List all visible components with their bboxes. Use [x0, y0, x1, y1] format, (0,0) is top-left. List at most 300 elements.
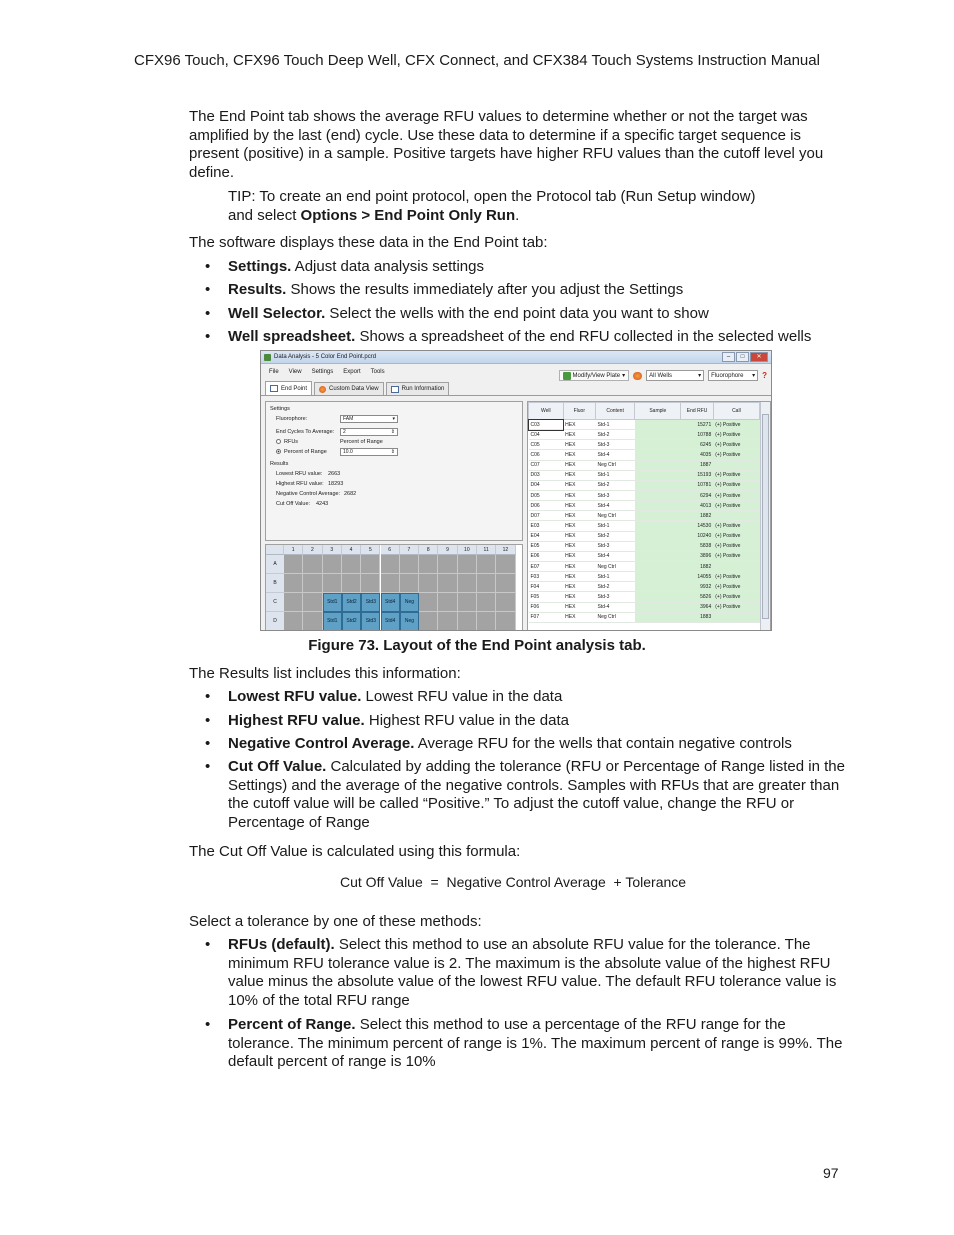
spreadsheet-column-header[interactable]: Call — [713, 403, 759, 420]
table-cell: HEX — [563, 420, 595, 430]
well-cell[interactable]: Neg — [400, 612, 419, 631]
menu-bar — [261, 364, 771, 381]
table-row[interactable] — [529, 490, 760, 500]
table-cell: E05 — [529, 541, 564, 551]
tip-pre: and select — [228, 206, 301, 224]
close-button[interactable]: ✕ — [750, 352, 768, 362]
well-cell[interactable] — [323, 574, 342, 593]
table-cell: E03 — [529, 521, 564, 531]
well-selector — [265, 544, 523, 631]
highest-value: 18293 — [328, 481, 344, 487]
table-cell: 1883 — [681, 612, 713, 622]
grid-row-header[interactable]: D — [266, 612, 284, 631]
cutoff-value: 4243 — [316, 501, 329, 507]
well-cell[interactable] — [419, 555, 438, 574]
term: Well spreadsheet. — [228, 328, 356, 345]
table-cell: HEX — [563, 572, 595, 582]
term: Percent of Range. — [228, 1016, 356, 1033]
table-cell: Std-4 — [595, 501, 634, 511]
cycles-value: 2 — [343, 429, 346, 435]
desc: Select this method to use an absolute RFU value for the tolerance. The minimum RFU tolerance value is 2. The maximum is the absolute value of the highest RFU value minus the absolute value of the lowest RFU value. The default RFU tolerance value is 10% of the total RFU range — [228, 936, 837, 1009]
fluorophore-value: FAM — [343, 416, 354, 422]
menu-export[interactable]: Export — [343, 369, 361, 375]
well-cell[interactable] — [477, 612, 496, 631]
table-cell: C04 — [529, 430, 564, 440]
table-cell: Std-2 — [595, 430, 634, 440]
well-cell[interactable] — [342, 555, 361, 574]
intro-paragraph: The End Point tab shows the average RFU values to determine whether or not the target was amplified by the last (end) cycle. Use these data to determine if a specific target sequence is present (positive) in a sample. Positive targets have higher RFU values than the cutoff level you define. — [189, 108, 824, 181]
well-cell[interactable] — [284, 574, 303, 593]
table-cell — [635, 582, 681, 592]
chevron-down-icon: ▾ — [698, 373, 702, 379]
well-cell[interactable]: Std3 — [361, 593, 380, 612]
table-cell: (+) Positive — [713, 470, 759, 480]
table-row[interactable] — [529, 561, 760, 571]
table-cell — [635, 612, 681, 622]
table-cell — [635, 501, 681, 511]
table-cell: HEX — [563, 511, 595, 521]
well-cell[interactable] — [477, 574, 496, 593]
well-cell[interactable]: Std2 — [342, 612, 361, 631]
well-cell[interactable] — [303, 612, 322, 631]
table-row[interactable] — [529, 480, 760, 490]
term: Lowest RFU value. — [228, 688, 362, 705]
neg-value: 2682 — [344, 491, 357, 497]
table-cell: D06 — [529, 501, 564, 511]
table-cell — [635, 572, 681, 582]
table-cell: HEX — [563, 602, 595, 612]
table-cell: F07 — [529, 612, 564, 622]
settings-panel — [265, 401, 523, 541]
list-item: • RFUs (default). Select this method to use an absolute RFU value for the tolerance. The minimum RFU tolerance value is 2. The maximum is the absolute value of the highest RFU value minus the absolute value of the lowest RFU value. The default RFU tolerance value is 10% of the total RFU range — [205, 936, 837, 1009]
results-group-label: Results — [270, 461, 289, 467]
well-cell[interactable] — [400, 555, 419, 574]
chevron-down-icon: ▾ — [752, 373, 756, 379]
pct-label: Percent of Range — [284, 449, 327, 455]
table-cell: F06 — [529, 602, 564, 612]
table-row[interactable] — [529, 511, 760, 521]
table-cell: C03 — [529, 420, 564, 430]
list-item: • Percent of Range. Select this method to use a percentage of the RFU range for the tolerance. The minimum percent of range is 1%. The maximum percent of range is 99%. The default percent of range is 10% — [205, 1016, 843, 1071]
settings-group-label: Settings — [270, 406, 290, 412]
well-cell[interactable] — [303, 555, 322, 574]
grid-column-header[interactable]: 1 — [284, 545, 303, 555]
well-group-icon[interactable] — [633, 372, 642, 380]
table-cell: HEX — [563, 582, 595, 592]
table-cell: HEX — [563, 480, 595, 490]
formula-intro: The Cut Off Value is calculated using this formula: — [189, 843, 521, 860]
term: RFUs (default). — [228, 936, 335, 953]
lowest-value: 2663 — [328, 471, 341, 477]
app-icon — [264, 354, 271, 361]
page-number: 97 — [823, 1165, 839, 1181]
term: Settings. — [228, 258, 292, 275]
table-cell: (+) Positive — [713, 541, 759, 551]
table-cell: Neg Ctrl — [595, 561, 634, 571]
well-cell[interactable] — [419, 612, 438, 631]
table-cell: (+) Positive — [713, 440, 759, 450]
table-cell: 10240 — [681, 531, 713, 541]
well-cell[interactable] — [438, 574, 457, 593]
desc: Highest RFU value in the data — [364, 712, 569, 729]
run-info-icon — [391, 386, 399, 393]
table-cell: (+) Positive — [713, 501, 759, 511]
well-cell[interactable] — [342, 574, 361, 593]
table-cell — [635, 420, 681, 430]
modify-plate-button[interactable]: Modify/View Plate ▾ — [559, 370, 630, 381]
fluor-value: Fluorophore — [711, 373, 744, 379]
desc: Select this method to use a percentage of the RFU range for the tolerance. The minimum percent of range is 1%. The maximum percent of range is 99%. The default percent of range is 10% — [228, 1016, 843, 1071]
spreadsheet-column-header[interactable]: Content — [595, 403, 634, 420]
table-cell: F04 — [529, 582, 564, 592]
term: Highest RFU value. — [228, 712, 365, 729]
well-cell[interactable] — [458, 555, 477, 574]
pct-caption: Percent of Range — [340, 439, 383, 445]
well-cell[interactable]: Std1 — [323, 593, 342, 612]
table-cell — [635, 541, 681, 551]
table-cell: (+) Positive — [713, 531, 759, 541]
well-cell[interactable] — [303, 593, 322, 612]
desc: Average RFU for the wells that contain negative controls — [414, 735, 792, 752]
cycles-stepper[interactable] — [340, 428, 398, 436]
table-row[interactable] — [529, 612, 760, 622]
table-cell: 1887 — [681, 460, 713, 470]
table-cell: Neg Ctrl — [595, 612, 634, 622]
well-cell[interactable] — [284, 612, 303, 631]
table-cell — [635, 511, 681, 521]
table-cell: 1882 — [681, 511, 713, 521]
table-cell: Std-1 — [595, 420, 634, 430]
displays-intro: The software displays these data in the End Point tab: — [189, 234, 548, 251]
table-cell: HEX — [563, 541, 595, 551]
spreadsheet-column-header[interactable]: Fluor — [563, 403, 595, 420]
grid-column-header[interactable]: 7 — [400, 545, 419, 555]
pct-value: 10.0 — [343, 449, 353, 455]
table-cell: F03 — [529, 572, 564, 582]
grid-column-header[interactable]: 6 — [381, 545, 400, 555]
table-row[interactable] — [529, 470, 760, 480]
table-cell: 3964 — [681, 602, 713, 612]
term: Well Selector. — [228, 305, 326, 322]
table-cell: (+) Positive — [713, 551, 759, 561]
well-cell[interactable] — [323, 555, 342, 574]
desc: Lowest RFU value in the data — [361, 688, 563, 705]
well-cell[interactable]: Std4 — [381, 612, 400, 631]
table-cell: HEX — [563, 450, 595, 460]
table-cell: (+) Positive — [713, 490, 759, 500]
list-item: • Settings. Adjust data analysis settings — [205, 258, 484, 275]
table-cell: 5826 — [681, 592, 713, 602]
table-row[interactable] — [529, 582, 760, 592]
well-cell[interactable] — [477, 555, 496, 574]
table-cell: HEX — [563, 561, 595, 571]
table-cell: (+) Positive — [713, 450, 759, 460]
tolerance-intro: Select a tolerance by one of these methods: — [189, 913, 482, 930]
table-cell: C07 — [529, 460, 564, 470]
tab-run-information[interactable] — [386, 382, 450, 395]
custom-view-icon — [319, 386, 326, 393]
table-cell — [635, 602, 681, 612]
desc: Shows the results immediately after you adjust the Settings — [286, 281, 684, 298]
table-row[interactable] — [529, 572, 760, 582]
table-cell: 10781 — [681, 480, 713, 490]
grid-row-header[interactable]: C — [266, 593, 284, 612]
table-cell: HEX — [563, 430, 595, 440]
well-cell[interactable] — [496, 555, 515, 574]
table-cell: D04 — [529, 480, 564, 490]
table-cell — [635, 430, 681, 440]
table-row[interactable] — [529, 521, 760, 531]
pct-radio[interactable] — [276, 449, 281, 454]
grid-row-header[interactable]: B — [266, 574, 284, 593]
list-item: • Well spreadsheet. Shows a spreadsheet of the end RFU collected in the selected wells — [205, 328, 812, 345]
scroll-thumb[interactable] — [762, 414, 769, 619]
well-cell[interactable]: Std3 — [361, 612, 380, 631]
table-cell: HEX — [563, 521, 595, 531]
table-cell: HEX — [563, 501, 595, 511]
window-titlebar — [261, 351, 771, 364]
table-cell: Neg Ctrl — [595, 511, 634, 521]
table-cell: Std-1 — [595, 521, 634, 531]
table-cell: Std-1 — [595, 572, 634, 582]
menu-view[interactable]: View — [288, 369, 302, 375]
table-cell: C06 — [529, 450, 564, 460]
table-cell: HEX — [563, 531, 595, 541]
spreadsheet-column-header[interactable]: Sample — [635, 403, 681, 420]
help-icon[interactable]: ? — [762, 371, 767, 380]
well-cell[interactable] — [496, 612, 515, 631]
table-cell — [635, 521, 681, 531]
table-cell: (+) Positive — [713, 582, 759, 592]
table-row[interactable] — [529, 501, 760, 511]
table-cell: HEX — [563, 490, 595, 500]
table-cell: (+) Positive — [713, 420, 759, 430]
table-cell — [713, 511, 759, 521]
tip-bold: Options > End Point Only Run — [300, 206, 516, 224]
tab-label: Run Information — [401, 386, 445, 392]
well-cell[interactable] — [458, 574, 477, 593]
list-item: • Well Selector. Select the wells with the end point data you want to show — [205, 305, 709, 322]
table-cell — [635, 470, 681, 480]
table-cell: Std-2 — [595, 582, 634, 592]
term: Results. — [228, 281, 287, 298]
vertical-scrollbar[interactable] — [760, 402, 770, 631]
table-cell: D05 — [529, 490, 564, 500]
term: Negative Control Average. — [228, 735, 415, 752]
well-cell[interactable] — [381, 574, 400, 593]
list-item: • Negative Control Average. Average RFU for the wells that contain negative controls — [205, 735, 792, 752]
term: Cut Off Value. — [228, 758, 327, 775]
chevron-down-icon: ▾ — [392, 416, 395, 422]
desc: Adjust data analysis settings — [291, 258, 484, 275]
cutoff-formula: Cut Off Value = Negative Control Average + Tolerance — [340, 874, 687, 890]
tab-end-point[interactable] — [265, 381, 312, 395]
figure-caption: Figure 73. Layout of the End Point analysis tab. — [308, 637, 646, 654]
fluorophore-label: Fluorophore: — [276, 416, 308, 422]
table-cell — [713, 612, 759, 622]
tip-post: . — [515, 206, 520, 224]
spreadsheet-column-header[interactable]: End RFU — [681, 403, 713, 420]
table-cell — [635, 460, 681, 470]
well-cell[interactable] — [361, 555, 380, 574]
rfus-radio[interactable] — [276, 439, 281, 444]
table-cell: C05 — [529, 440, 564, 450]
grid-column-header[interactable]: 10 — [458, 545, 477, 555]
table-row[interactable] — [529, 531, 760, 541]
table-cell: HEX — [563, 460, 595, 470]
table-row[interactable] — [529, 420, 760, 430]
well-cell[interactable] — [496, 593, 515, 612]
table-row[interactable] — [529, 551, 760, 561]
fluorophore-select[interactable] — [708, 370, 758, 381]
table-row[interactable] — [529, 440, 760, 450]
table-cell: 14530 — [681, 521, 713, 531]
table-cell: HEX — [563, 440, 595, 450]
table-cell — [635, 531, 681, 541]
table-row[interactable] — [529, 602, 760, 612]
grid-column-header[interactable]: 3 — [323, 545, 342, 555]
table-cell: Std-3 — [595, 490, 634, 500]
well-cell[interactable] — [284, 555, 303, 574]
grid-row-header[interactable]: A — [266, 555, 284, 574]
grid-column-header[interactable]: 8 — [419, 545, 438, 555]
desc: Shows a spreadsheet of the end RFU collected in the selected wells — [355, 328, 812, 345]
tab-label: End Point — [281, 385, 308, 392]
table-cell: D07 — [529, 511, 564, 521]
table-cell: Neg Ctrl — [595, 460, 634, 470]
window-title: Data Analysis - 5 Color End Point.pcrd — [274, 354, 377, 360]
results-intro: The Results list includes this information: — [189, 665, 461, 682]
cutoff-label: Cut Off Value: — [276, 501, 311, 507]
well-cell[interactable] — [458, 593, 477, 612]
table-cell: 15271 — [681, 420, 713, 430]
table-row[interactable] — [529, 592, 760, 602]
end-point-screenshot — [260, 350, 772, 631]
table-cell: 3896 — [681, 551, 713, 561]
page-header: CFX96 Touch, CFX96 Touch Deep Well, CFX Connect, and CFX384 Touch Systems Instruction Manual — [134, 52, 820, 69]
table-cell: D03 — [529, 470, 564, 480]
minimize-button[interactable]: – — [722, 352, 735, 362]
well-cell[interactable]: Std4 — [381, 593, 400, 612]
table-cell: (+) Positive — [713, 480, 759, 490]
table-row[interactable] — [529, 541, 760, 551]
table-cell: Std-3 — [595, 541, 634, 551]
well-cell[interactable] — [400, 574, 419, 593]
table-cell: Std-4 — [595, 602, 634, 612]
menu-tools[interactable]: Tools — [370, 369, 385, 375]
well-cell[interactable] — [419, 593, 438, 612]
well-cell[interactable] — [284, 593, 303, 612]
table-cell: 15193 — [681, 470, 713, 480]
well-cell[interactable] — [303, 574, 322, 593]
grid-column-header[interactable]: 11 — [477, 545, 496, 555]
well-cell[interactable] — [458, 612, 477, 631]
tip-note — [228, 188, 848, 225]
table-cell — [635, 561, 681, 571]
well-cell[interactable] — [361, 574, 380, 593]
lowest-label: Lowest RFU value: — [276, 471, 323, 477]
list-item: • Lowest RFU value. Lowest RFU value in the data — [205, 688, 563, 705]
table-cell: Std-4 — [595, 551, 634, 561]
table-cell — [635, 440, 681, 450]
table-cell — [635, 490, 681, 500]
wells-value: All Wells — [649, 373, 673, 379]
table-cell: E07 — [529, 561, 564, 571]
tab-custom-data-view[interactable] — [314, 382, 384, 395]
well-cell[interactable] — [438, 612, 457, 631]
end-point-icon — [270, 385, 278, 392]
table-cell: (+) Positive — [713, 430, 759, 440]
stepper-arrows-icon: ⇕ — [390, 449, 395, 455]
table-cell: HEX — [563, 612, 595, 622]
rfus-label: RFUs — [284, 439, 299, 445]
well-cell[interactable] — [381, 555, 400, 574]
table-cell: Std-2 — [595, 531, 634, 541]
menu-settings[interactable]: Settings — [311, 369, 334, 375]
desc: Select the wells with the end point data you want to show — [325, 305, 709, 322]
table-cell — [635, 592, 681, 602]
table-cell: Std-2 — [595, 480, 634, 490]
stepper-arrows-icon: ⇕ — [390, 429, 395, 435]
table-row[interactable] — [529, 460, 760, 470]
highest-label: Highest RFU value: — [276, 481, 324, 487]
maximize-button[interactable]: □ — [736, 352, 749, 362]
tip-line-2 — [228, 207, 848, 226]
menu-file[interactable]: File — [269, 369, 279, 375]
table-cell: 10788 — [681, 430, 713, 440]
table-cell: 6294 — [681, 490, 713, 500]
table-cell: Std-4 — [595, 450, 634, 460]
well-group-select[interactable] — [646, 370, 704, 381]
well-cell[interactable] — [496, 574, 515, 593]
grid-column-header[interactable]: 4 — [342, 545, 361, 555]
spreadsheet-column-header[interactable]: Well — [529, 403, 564, 420]
table-row[interactable] — [529, 450, 760, 460]
table-cell — [635, 450, 681, 460]
grid-column-header[interactable]: 9 — [438, 545, 457, 555]
table-cell: (+) Positive — [713, 602, 759, 612]
table-cell: Std-1 — [595, 470, 634, 480]
list-item: • Results. Shows the results immediately after you adjust the Settings — [205, 281, 684, 298]
pct-stepper[interactable] — [340, 448, 398, 456]
fluorophore-dropdown[interactable] — [340, 415, 398, 423]
table-cell: Std-3 — [595, 440, 634, 450]
grid-column-header[interactable]: 12 — [496, 545, 515, 555]
well-cell[interactable] — [477, 593, 496, 612]
table-cell — [713, 460, 759, 470]
well-cell[interactable]: Std1 — [323, 612, 342, 631]
table-cell — [635, 480, 681, 490]
well-cell[interactable] — [419, 574, 438, 593]
grid-column-header[interactable]: 5 — [361, 545, 380, 555]
table-cell: 9932 — [681, 582, 713, 592]
well-cell[interactable]: Neg — [400, 593, 419, 612]
grid-corner[interactable] — [266, 545, 284, 555]
table-cell: F05 — [529, 592, 564, 602]
table-cell — [635, 551, 681, 561]
grid-column-header[interactable]: 2 — [303, 545, 322, 555]
table-row[interactable] — [529, 430, 760, 440]
well-cell[interactable]: Std2 — [342, 593, 361, 612]
table-cell: 6245 — [681, 440, 713, 450]
table-cell: HEX — [563, 551, 595, 561]
tip-line-1: TIP: To create an end point protocol, open the Protocol tab (Run Setup window) — [228, 188, 756, 205]
well-cell[interactable] — [438, 593, 457, 612]
well-cell[interactable] — [438, 555, 457, 574]
table-cell: HEX — [563, 592, 595, 602]
table-cell: HEX — [563, 470, 595, 480]
tab-label: Custom Data View — [329, 386, 379, 392]
